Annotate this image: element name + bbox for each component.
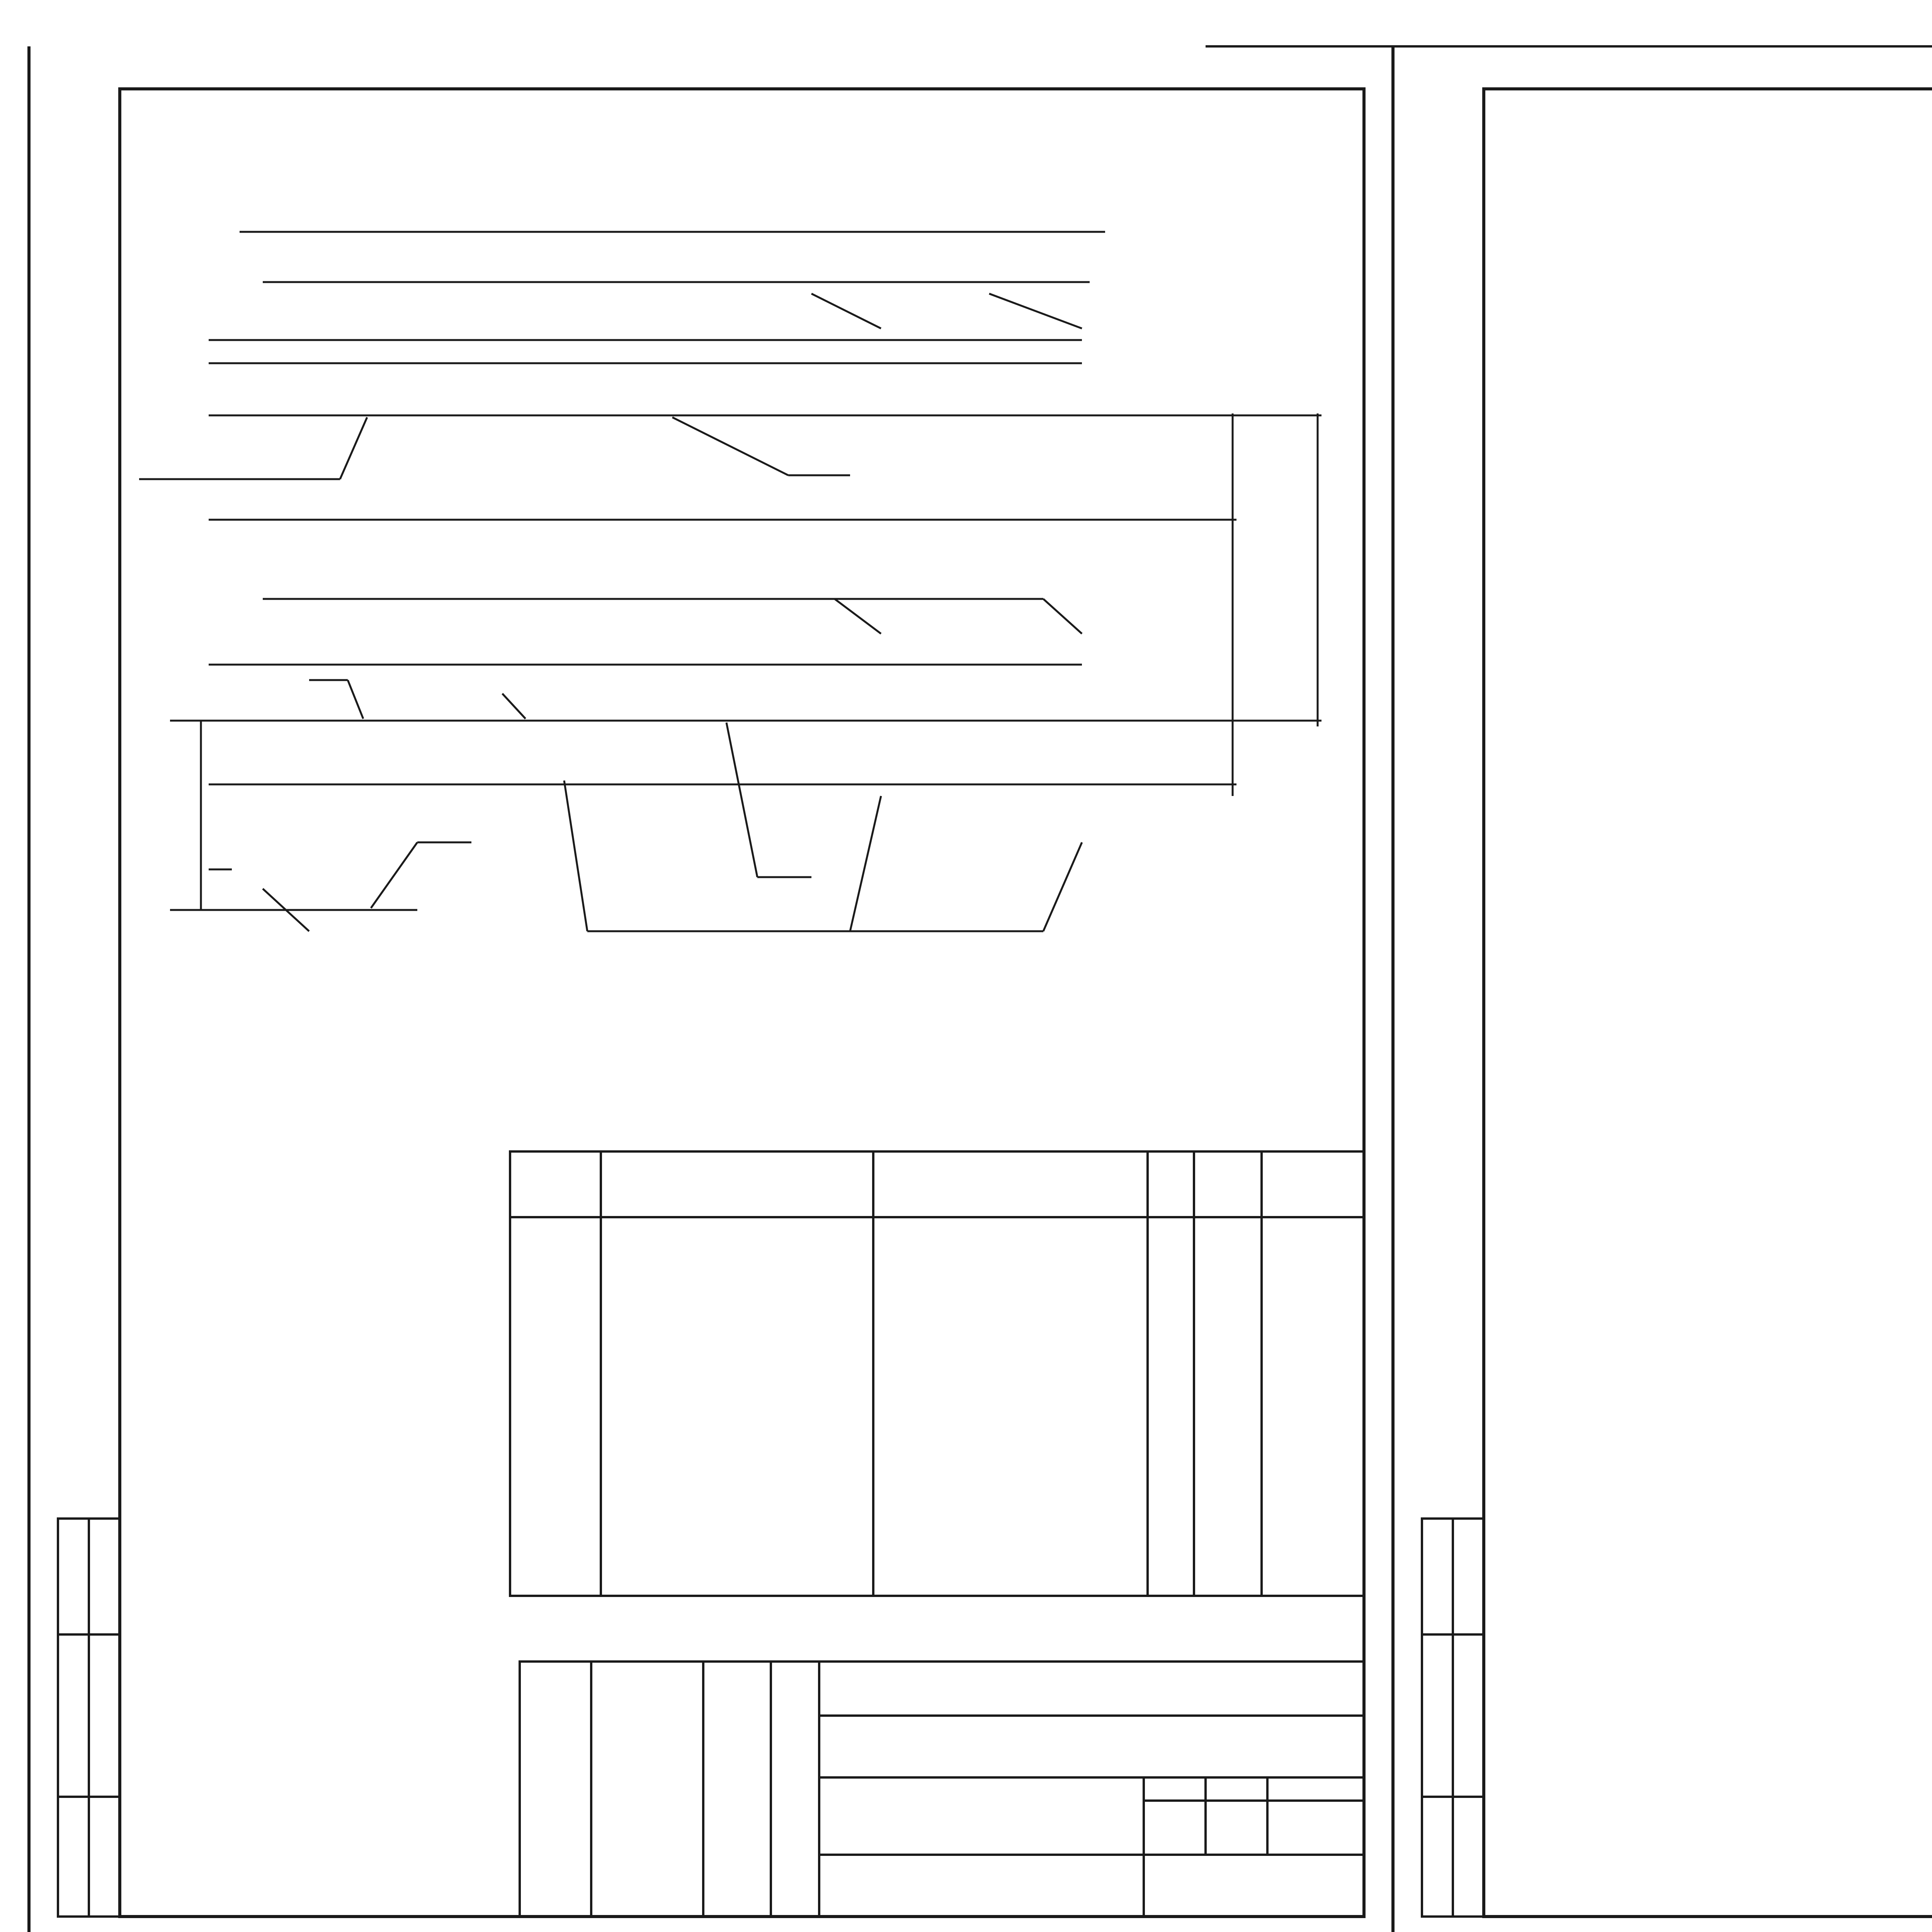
sheet-border-right — [1484, 50, 1932, 1917]
portal-plan — [139, 232, 1321, 931]
sheet-border-left — [29, 46, 1364, 1932]
side-stamp — [58, 1519, 120, 1917]
spec-table — [510, 1151, 1364, 1596]
title-block — [520, 1662, 1364, 1917]
side-stamp-right — [1422, 1519, 1484, 1917]
bus-lines — [170, 340, 1321, 910]
